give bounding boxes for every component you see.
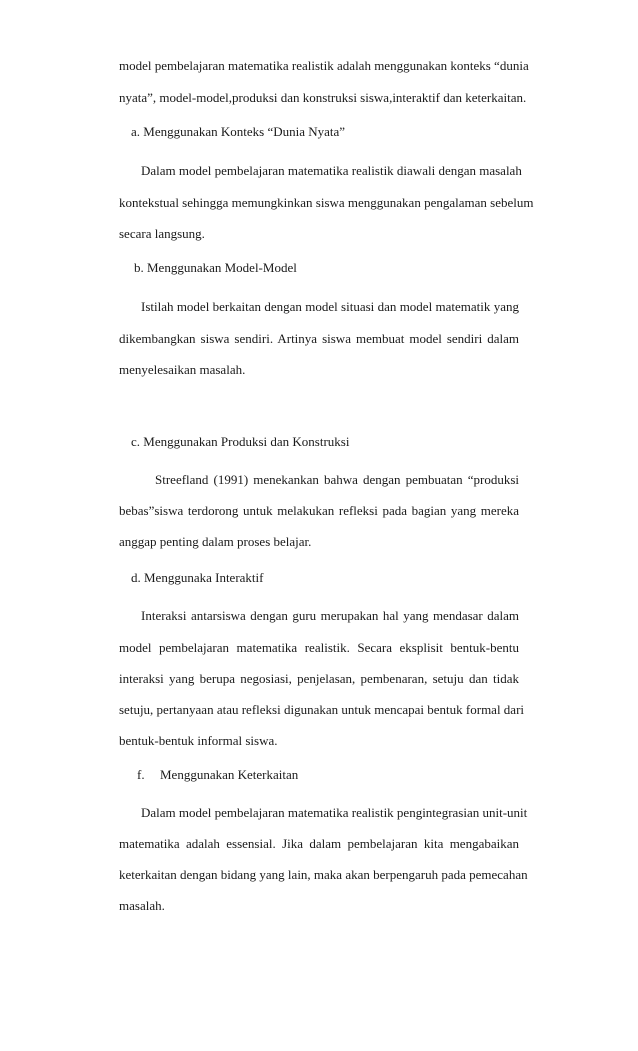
section-a-line-1: Dalam model pembelajaran matematika realistik diawali dengan masalah [141, 163, 522, 178]
section-f-line-2: matematika adalah essensial. Jika dalam pembelajaran kita mengabaikan [119, 836, 519, 851]
intro-line-2: nyata”, model-model,produksi dan konstruksi siswa,interaktif dan keterkaitan. [119, 90, 527, 105]
section-b-heading: b. Menggunakan Model-Model [134, 260, 297, 275]
section-f-heading [137, 767, 519, 783]
section-a-heading: a. Menggunakan Konteks “Dunia Nyata” [131, 124, 346, 139]
section-d-line-5: bentuk-bentuk informal siswa. [119, 733, 278, 748]
section-d-line-2: model pembelajaran matematika realistik. Secara eksplisit bentuk-bentu [119, 640, 519, 655]
section-f-heading-text: Menggunakan Keterkaitan [160, 767, 299, 782]
section-c-heading: c. Menggunakan Produksi dan Konstruksi [131, 434, 350, 449]
section-a-line-2: kontekstual sehingga memungkinkan siswa menggunakan pengalaman sebelum [119, 195, 534, 210]
section-c-line-1: Streefland (1991) menekankan bahwa dengan pembuatan “produksi [155, 472, 519, 487]
section-d-heading: d. Menggunaka Interaktif [131, 570, 264, 585]
section-b-line-3: menyelesaikan masalah. [119, 362, 246, 377]
section-f-line-3: keterkaitan dengan bidang yang lain, maka akan berpengaruh pada pemecahan [119, 867, 528, 882]
intro-line-1: model pembelajaran matematika realistik adalah menggunakan konteks “dunia [119, 58, 529, 73]
section-d-line-3: interaksi yang berupa negosiasi, penjelasan, pembenaran, setuju dan tidak [119, 671, 519, 686]
section-b-line-1: Istilah model berkaitan dengan model situasi dan model matematik yang [141, 299, 519, 314]
section-b-line-2: dikembangkan siswa sendiri. Artinya siswa membuat model sendiri dalam [119, 331, 519, 346]
section-d-line-1: Interaksi antarsiswa dengan guru merupakan hal yang mendasar dalam [141, 608, 519, 623]
section-f-line-4: masalah. [119, 898, 165, 913]
section-f-marker: f. [137, 767, 145, 782]
section-c-line-3: anggap penting dalam proses belajar. [119, 534, 312, 549]
section-a-line-3: secara langsung. [119, 226, 205, 241]
section-d-line-4: setuju, pertanyaan atau refleksi digunakan untuk mencapai bentuk formal dari [119, 702, 525, 717]
section-f-line-1: Dalam model pembelajaran matematika realistik pengintegrasian unit-unit [141, 805, 528, 820]
section-c-line-2: bebas”siswa terdorong untuk melakukan refleksi pada bagian yang mereka [119, 503, 519, 518]
